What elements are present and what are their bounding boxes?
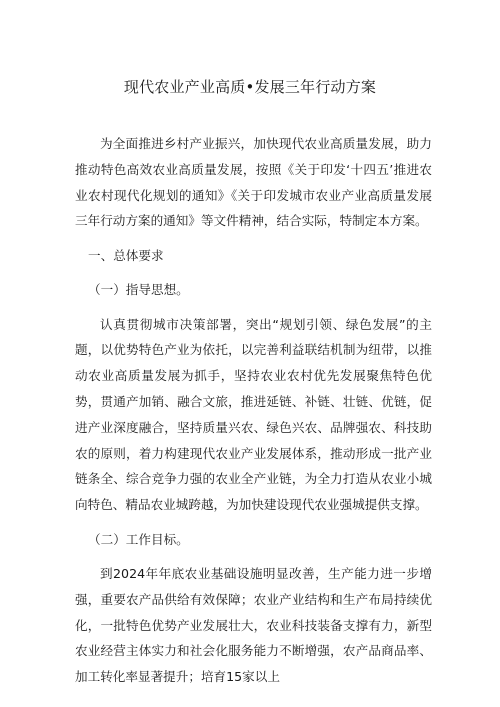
subsection-heading-guiding-thought: （一）指导思想。 xyxy=(88,282,189,298)
guiding-thought-paragraph: 认真贯彻城市决策部署，突出“规划引领、绿色发展”的主题，以优势特色产业为依托，以完善利益联结机制为纽带，以推动农业高质量发展为抓手，坚持农业农村优先发展聚焦特色优势，贯通产加销、融合文旅，推进延链、补链、壮链、优链，促进产业深度融合，坚持质量兴农、绿色兴农、品牌强农、科技助农的原则，着力构建现代农业产业发展体系，推动形成一批产业链条全、综合竞争力强的农业全产业链，为全力打造从农业小城向特色、精品农业城跨越，为加快建设现代农业强城提供支撑。 xyxy=(75,316,432,513)
intro-paragraph: 为全面推进乡村产业振兴，加快现代农业高质量发展，助力推动特色高效农业高质量发展，按照《关于印发‘十四五’推进农业农村现代化规划的通知》《关于印发城市农业产业高质量发展三年行动方案的通知》等文件精神，结合实际，特制定本方案。 xyxy=(75,136,432,229)
document-title: 现代农业产业高质•发展三年行动方案 xyxy=(123,78,377,96)
subsection-heading-work-goals: （二）工作目标。 xyxy=(88,531,189,547)
document-body xyxy=(75,131,432,699)
section-heading-general-requirements: 一、总体要求 xyxy=(88,247,164,263)
work-goals-paragraph: 到2024年年底农业基础设施明显改善，生产能力进一步增强，重要农产品供给有效保障；农业产业结构和生产布局持续优化，一批特色优势产业发展壮大，农业科技装备支撑有力，新型农业经营主体实力和社会化服务能力不断增强，农产品商品率、加工转化率显著提升；培育15家以上 xyxy=(75,565,432,685)
